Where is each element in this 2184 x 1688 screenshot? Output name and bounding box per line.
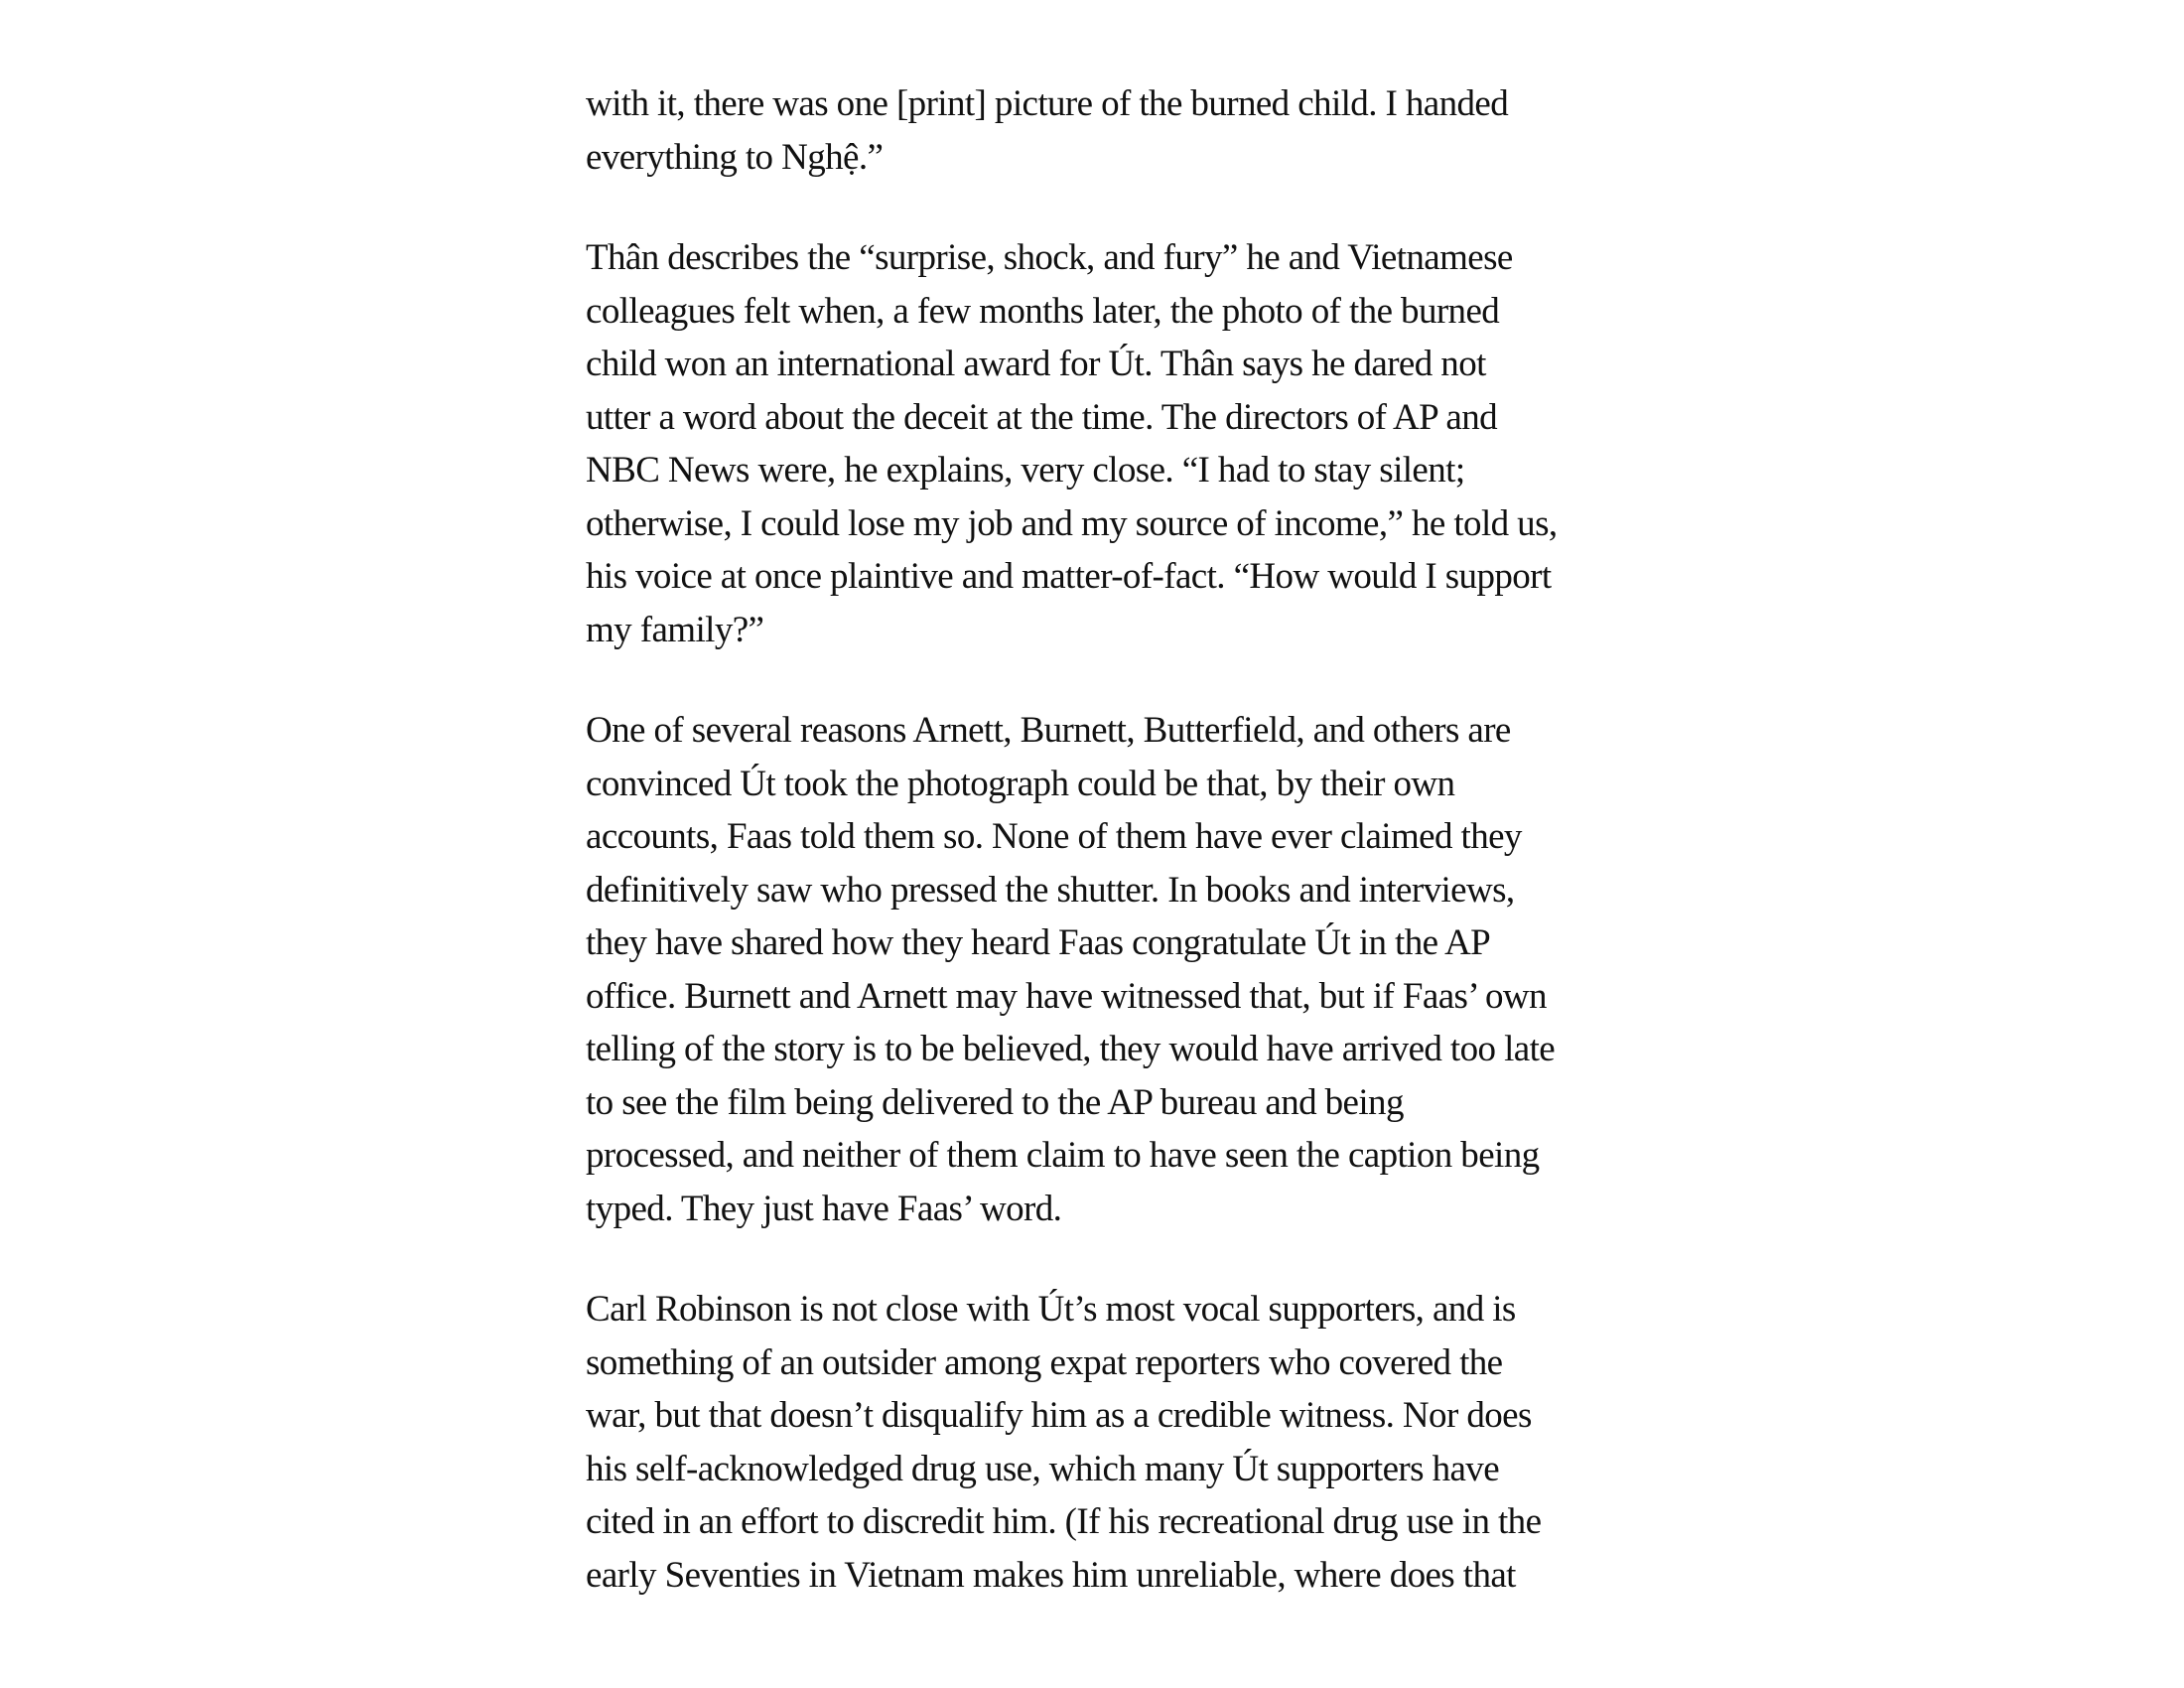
text-line: definitively saw who pressed the shutter. In books and interviews, [586,869,1515,911]
text-line: colleagues felt when, a few months later, the photo of the burned [586,290,1500,332]
text-line: telling of the story is to be believed, they would have arrived too late [586,1029,1556,1069]
text-line: Carl Robinson is not close with Út’s most vocal supporters, and is [586,1289,1516,1330]
text-line: early Seventies in Vietnam makes him unreliable, where does that [586,1554,1516,1596]
text-line: convinced Út took the photograph could be that, by their own [586,763,1455,804]
text-line: typed. They just have Faas’ word. [586,1188,1062,1229]
paragraph-3 [586,704,1638,1235]
text-line: processed, and neither of them claim to have seen the caption being [586,1135,1540,1176]
text-line: to see the film being delivered to the AP bureau and being [586,1081,1404,1123]
text-line: his self-acknowledged drug use, which many Út supporters have [586,1448,1500,1489]
paragraph-2 [586,231,1638,656]
text-line: NBC News were, he explains, very close. “I had to stay silent; [586,450,1465,491]
text-line: accounts, Faas told them so. None of them have ever claimed they [586,816,1522,857]
text-line: cited in an effort to discredit him. (If his recreational drug use in the [586,1501,1542,1542]
text-line: something of an outsider among expat reporters who covered the [586,1341,1503,1383]
paragraph-1 [586,77,1638,184]
text-line: otherwise, I could lose my job and my source of income,” he told us, [586,502,1558,544]
text-line: everything to Nghệ.” [586,136,884,178]
text-line: his voice at once plaintive and matter-of-fact. “How would I support [586,556,1552,597]
text-line: Thân describes the “surprise, shock, and fury” he and Vietnamese [586,237,1513,278]
text-line: office. Burnett and Arnett may have witnessed that, but if Faas’ own [586,975,1547,1017]
text-line: child won an international award for Út. Thân says he dared not [586,344,1486,384]
text-line: war, but that doesn’t disqualify him as a credible witness. Nor does [586,1395,1532,1436]
article-body [586,77,1638,1649]
paragraph-4 [586,1283,1638,1602]
text-line: they have shared how they heard Faas congratulate Út in the AP [586,922,1491,963]
text-line: utter a word about the deceit at the time. The directors of AP and [586,396,1497,438]
text-line: with it, there was one [print] picture of the burned child. I handed [586,83,1509,124]
text-line: One of several reasons Arnett, Burnett, Butterfield, and others are [586,710,1511,751]
text-line: my family?” [586,609,764,650]
